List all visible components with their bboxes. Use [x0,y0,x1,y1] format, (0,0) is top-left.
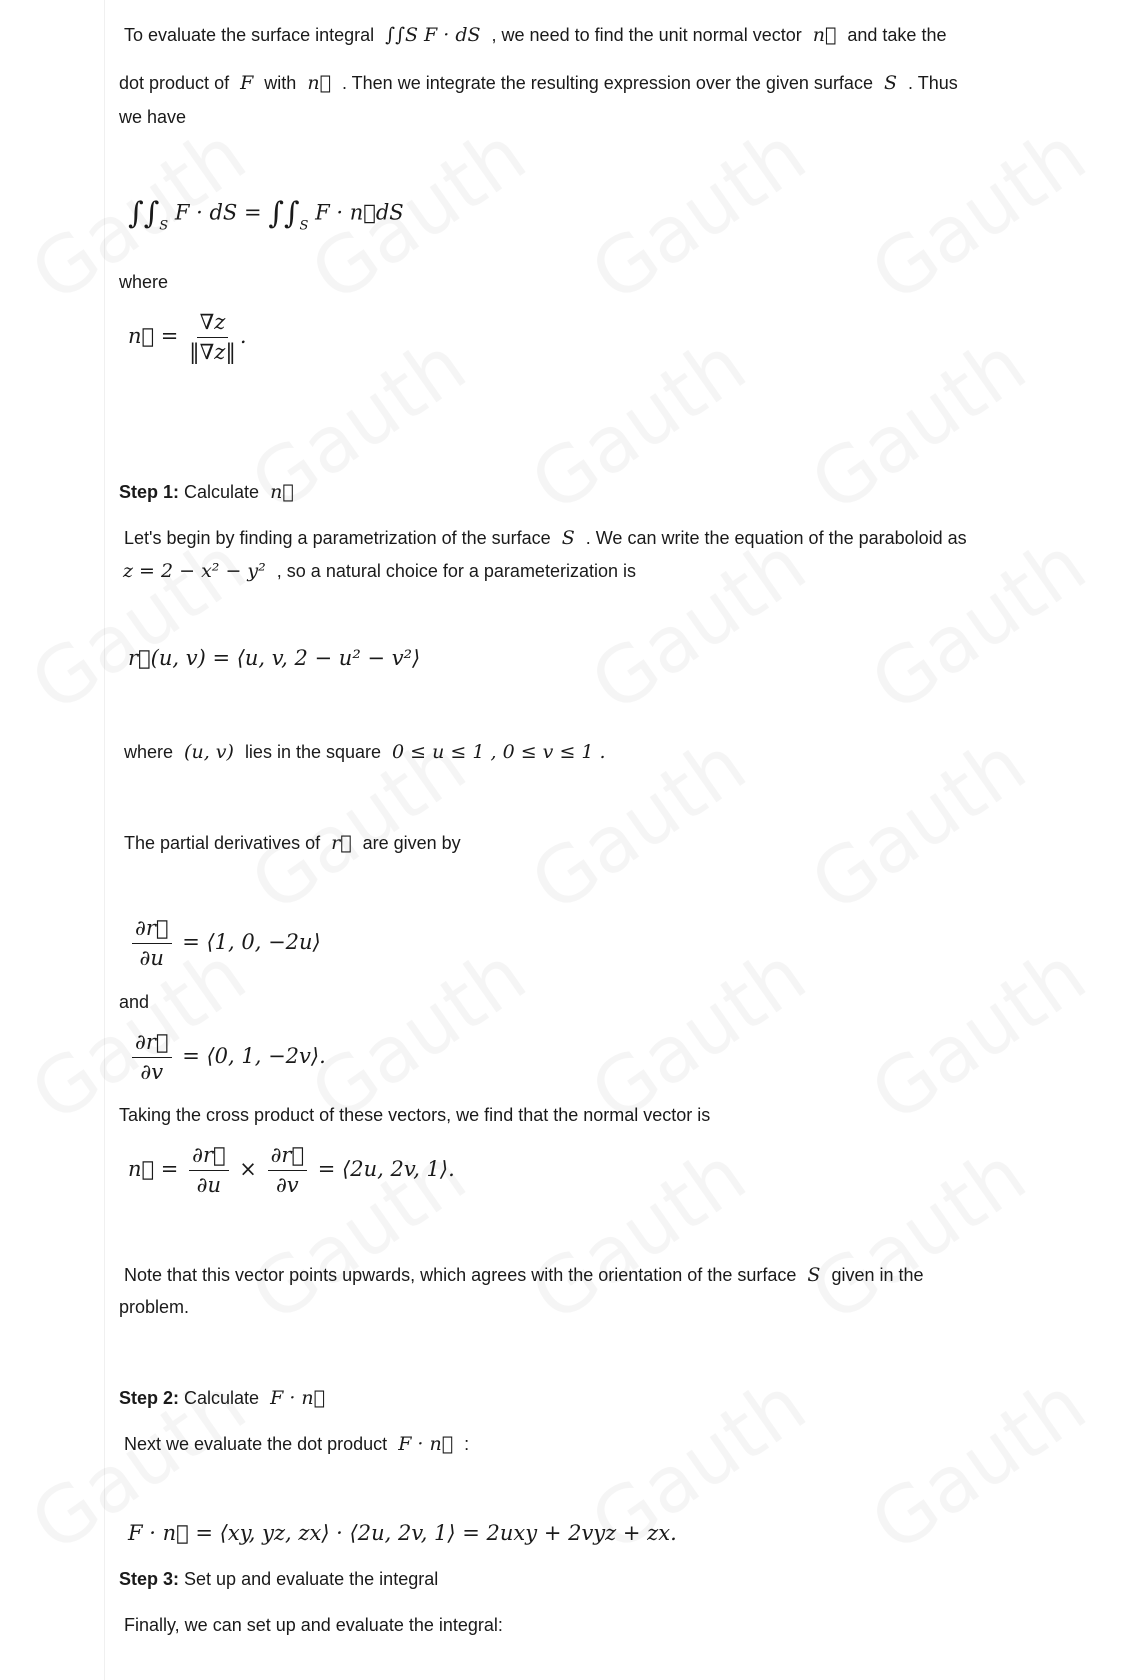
and-label: and [119,992,150,1012]
math: S [807,1264,821,1286]
equation-unit-normal [128,310,247,365]
text: are given by [362,833,461,853]
watermark [856,110,1102,320]
text: . Thus [908,73,958,93]
normal-vector-math: n⃗ [812,24,837,46]
math: (u, v) [184,741,234,763]
fraction [132,916,172,971]
text: where [124,742,174,762]
watermark [576,520,822,730]
fraction [132,1030,172,1085]
denominator: ∂v [275,1173,299,1198]
equation-parametrization: r⃗(u, v) = ⟨u, v, 2 − u² − v²⟩ [128,646,421,670]
math: F · n⃗ [398,1433,454,1455]
paragraph [124,527,967,550]
step-title: Calculate [184,1388,260,1408]
paragraph: problem. [119,1297,190,1317]
watermark [856,520,1102,730]
step-1-heading [119,481,300,504]
text: The partial derivatives of [124,833,321,853]
times-sign: × [239,1157,257,1182]
text: , so a natural choice for a parameterization is [276,561,636,581]
watermark [796,720,1042,930]
period: . [239,324,247,349]
subscript: S [299,218,309,234]
denominator: ‖∇z‖ [189,340,236,365]
fraction [189,1143,229,1198]
watermark [856,930,1102,1140]
text: and take the [847,25,947,45]
text: , we need to find the unit normal vector [491,25,802,45]
where-label: where [119,272,169,292]
math: n⃗ [307,72,331,94]
watermark [856,1360,1102,1570]
text: Note that this vector points upwards, which agrees with the orientation of the surface [124,1265,797,1285]
numerator: ∂r⃗ [189,1143,229,1171]
content-border [104,0,105,1680]
text: dot product of [119,73,230,93]
step-label: Step 3: [119,1569,180,1589]
paragraph [124,1433,469,1456]
math: z = 2 − x² − y² [123,560,266,582]
text: Let's begin by finding a parametrization of the surface [124,528,551,548]
step-title: Calculate [184,482,260,502]
equation-surface-integral: $\int\int_S$ F · dS = $\int\int_S$ F · n⃗dS [128,196,404,234]
text: given in the [831,1265,924,1285]
math: 0 ≤ u ≤ 1 , 0 ≤ v ≤ 1 . [392,741,606,763]
math: F [240,72,254,94]
intro-line-1 [124,24,946,47]
math: S [883,72,898,94]
paragraph [119,560,636,583]
denominator: ∂u [139,946,164,971]
math: S [561,527,575,549]
text: . Then we integrate the resulting expression over the given surface [341,73,873,93]
numerator: ∂r⃗ [268,1143,308,1171]
fraction [189,310,236,365]
watermark [516,320,762,530]
step-label: Step 2: [119,1388,180,1408]
equation-partial-u [128,916,321,971]
subscript: S [159,218,169,234]
step-label: Step 1: [119,482,180,502]
watermark [16,520,262,730]
surface-integral-math: ∫∫S F · dS [385,24,481,46]
step-2-heading [119,1387,331,1410]
step-title: Set up and evaluate the integral [184,1569,439,1589]
equation-lhs: F · dS = [174,200,262,225]
paragraph [124,832,461,855]
numerator: ∂r⃗ [132,1030,172,1058]
watermark [576,110,822,320]
equation-rhs: = ⟨2u, 2v, 1⟩. [317,1157,455,1182]
numerator: ∇z [197,310,229,338]
paragraph: Taking the cross product of these vectors, we find that the normal vector is [119,1105,711,1125]
equation-rhs: F · n⃗dS [315,200,404,225]
fraction [268,1143,308,1198]
watermark [796,1130,1042,1340]
equation-dot-product: F · n⃗ = ⟨xy, yz, zx⟩ · ⟨2u, 2v, 1⟩ = 2uxy + 2vyz + zx. [128,1521,677,1545]
numerator: ∂r⃗ [132,916,172,944]
paragraph: Finally, we can set up and evaluate the integral: [124,1615,503,1635]
equation-lhs: n⃗ = [128,324,179,349]
math: n⃗ [270,481,294,503]
equation-normal-vector [128,1143,455,1198]
text: . We can write the equation of the paraboloid as [585,528,967,548]
step-3-heading [119,1569,438,1591]
text: with [264,73,297,93]
intro-line-2 [119,72,958,95]
text: : [464,1434,470,1454]
equation-rhs: = ⟨1, 0, −2u⟩ [182,930,321,955]
text: Next we evaluate the dot product [124,1434,388,1454]
watermark [516,1130,762,1340]
equation-lhs: n⃗ = [128,1157,179,1182]
math: r⃗ [331,832,352,854]
paragraph [124,741,612,764]
text: To evaluate the surface integral [124,25,375,45]
math: F · n⃗ [270,1387,326,1409]
watermark [796,320,1042,530]
text: lies in the square [244,742,382,762]
denominator: ∂v [140,1060,164,1085]
denominator: ∂u [196,1173,222,1198]
equation-rhs: = ⟨0, 1, −2v⟩. [182,1044,326,1069]
paragraph [124,1264,924,1287]
intro-line-3: we have [119,107,187,127]
equation-partial-v [128,1030,326,1085]
